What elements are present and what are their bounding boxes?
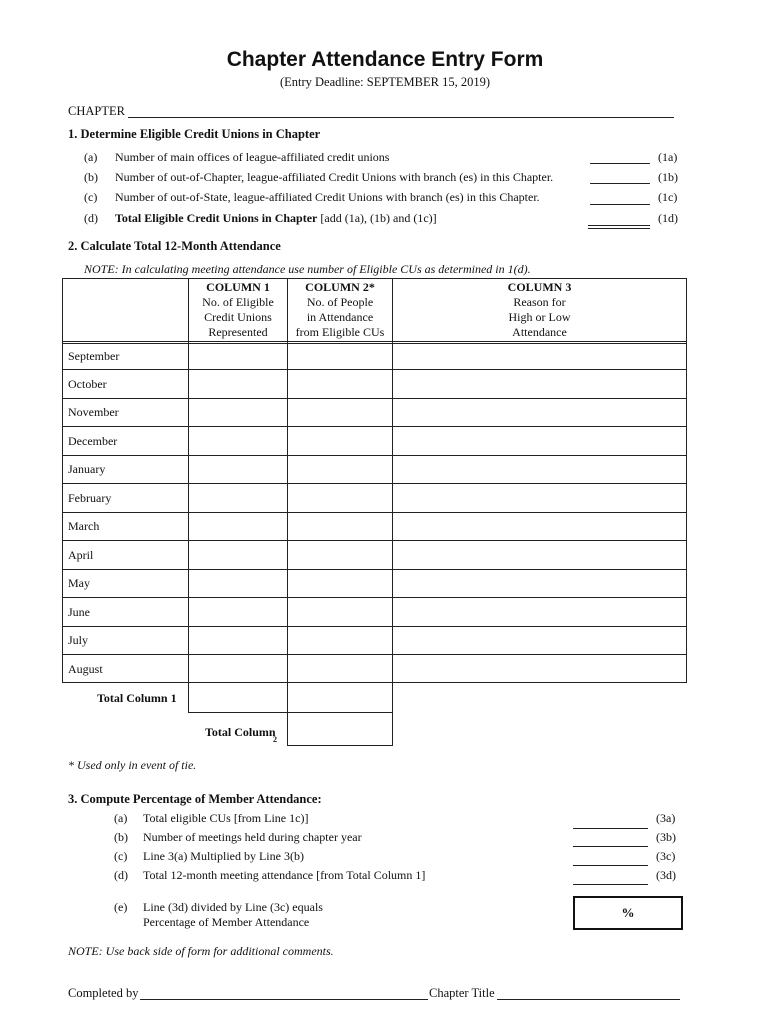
total-column1-label: Total Column 1 bbox=[97, 691, 177, 705]
month-november: November bbox=[68, 405, 119, 419]
section2-note: NOTE: In calculating meeting attendance use number of Eligible CUs as determined in 1(d). bbox=[84, 262, 531, 276]
field-1d[interactable] bbox=[588, 225, 650, 229]
percentage-box[interactable] bbox=[573, 896, 683, 930]
month-june: June bbox=[68, 605, 90, 619]
code-1b: (1b) bbox=[658, 170, 678, 184]
item-3d-text: Total 12-month meeting attendance [from Total Column 1] bbox=[143, 868, 426, 882]
item-3a-letter: (a) bbox=[114, 811, 128, 825]
item-3e-letter: (e) bbox=[114, 900, 128, 914]
column2-line1: No. of People bbox=[306, 295, 374, 309]
code-1c: (1c) bbox=[658, 190, 678, 204]
item-3c-letter: (c) bbox=[114, 849, 128, 863]
code-1d: (1d) bbox=[658, 211, 678, 225]
field-3a[interactable] bbox=[573, 828, 648, 829]
code-3b: (3b) bbox=[656, 830, 676, 844]
item-3d-letter: (d) bbox=[114, 868, 128, 882]
month-march: March bbox=[68, 519, 100, 533]
total-column2-suffix: 2 bbox=[273, 735, 277, 744]
month-february: February bbox=[68, 491, 112, 505]
chapter-label: CHAPTER bbox=[68, 104, 125, 118]
field-3d[interactable] bbox=[573, 884, 648, 885]
section2-heading: 2. Calculate Total 12-Month Attendance bbox=[68, 239, 281, 253]
chapter-title-field[interactable] bbox=[497, 999, 680, 1000]
item-3e-line2: Percentage of Member Attendance bbox=[143, 915, 310, 929]
section3-heading: 3. Compute Percentage of Member Attendance: bbox=[68, 792, 322, 806]
completed-by-field[interactable] bbox=[140, 999, 428, 1000]
item-3a-text: Total eligible CUs [from Line 1c)] bbox=[143, 811, 309, 825]
month-january: January bbox=[68, 462, 106, 476]
column2-line3: from Eligible CUs bbox=[295, 325, 385, 339]
item-1a-letter: (a) bbox=[84, 150, 98, 164]
item-1d-text bbox=[115, 211, 437, 226]
chapter-field[interactable] bbox=[128, 117, 674, 118]
column1-line3: Represented bbox=[208, 325, 268, 339]
month-october: October bbox=[68, 377, 107, 391]
field-1c[interactable] bbox=[590, 204, 650, 205]
item-1a-text: Number of main offices of league-affiliated credit unions bbox=[115, 150, 390, 164]
column1-line2: Credit Unions bbox=[204, 310, 272, 324]
field-1b[interactable] bbox=[590, 183, 650, 184]
item-3e-line1: Line (3d) divided by Line (3c) equals bbox=[143, 900, 323, 914]
column3-header bbox=[393, 280, 686, 340]
month-august: August bbox=[68, 662, 103, 676]
month-december: December bbox=[68, 434, 118, 448]
section1-heading: 1. Determine Eligible Credit Unions in Chapter bbox=[68, 127, 321, 141]
column2-header bbox=[288, 280, 392, 340]
item-1b-text: Number of out-of-Chapter, league-affiliated Credit Unions with branch (es) in this Chapter. bbox=[115, 170, 554, 184]
field-1a[interactable] bbox=[590, 163, 650, 164]
column3-line2: High or Low bbox=[508, 310, 571, 324]
month-april: April bbox=[68, 548, 94, 562]
entry-deadline: (Entry Deadline: SEPTEMBER 15, 2019) bbox=[279, 75, 491, 89]
item-1d-bold-text: Total Eligible Credit Unions in Chapter bbox=[115, 211, 318, 225]
month-july: July bbox=[68, 633, 89, 647]
item-1d-rest-text: [add (1a), (1b) and (1c)] bbox=[317, 211, 437, 225]
column1-header bbox=[189, 280, 287, 340]
column2-title: COLUMN 2* bbox=[305, 280, 375, 294]
column3-title: COLUMN 3 bbox=[507, 280, 572, 294]
item-1d-letter: (d) bbox=[84, 211, 98, 225]
chapter-title-label: Chapter Title bbox=[429, 986, 495, 1000]
item-1c-text: Number of out-of-State, league-affiliated Credit Unions with branch (es) in this Chapter. bbox=[115, 190, 540, 204]
field-3b[interactable] bbox=[573, 846, 648, 847]
column3-line1: Reason for bbox=[513, 295, 566, 309]
code-3c: (3c) bbox=[656, 849, 676, 863]
total-column2-label: Total Column bbox=[205, 725, 276, 739]
item-1c-letter: (c) bbox=[84, 190, 98, 204]
field-3c[interactable] bbox=[573, 865, 648, 866]
month-may: May bbox=[68, 576, 90, 590]
month-september: September bbox=[68, 349, 120, 363]
footnote: * Used only in event of tie. bbox=[68, 758, 197, 772]
item-3c-text: Line 3(a) Multiplied by Line 3(b) bbox=[143, 849, 304, 863]
completed-by-label: Completed by bbox=[68, 986, 139, 1000]
percent-symbol: % bbox=[621, 905, 635, 920]
code-1a: (1a) bbox=[658, 150, 678, 164]
footer-note: NOTE: Use back side of form for additional comments. bbox=[68, 944, 334, 958]
column3-line3: Attendance bbox=[512, 325, 567, 339]
item-1b-letter: (b) bbox=[84, 170, 98, 184]
column2-line2: in Attendance bbox=[306, 310, 374, 324]
form-title: Chapter Attendance Entry Form bbox=[226, 48, 544, 71]
column1-title: COLUMN 1 bbox=[206, 280, 270, 294]
item-3b-letter: (b) bbox=[114, 830, 128, 844]
code-3d: (3d) bbox=[656, 868, 676, 882]
item-3b-text: Number of meetings held during chapter year bbox=[143, 830, 362, 844]
code-3a: (3a) bbox=[656, 811, 676, 825]
column1-line1: No. of Eligible bbox=[202, 295, 274, 309]
